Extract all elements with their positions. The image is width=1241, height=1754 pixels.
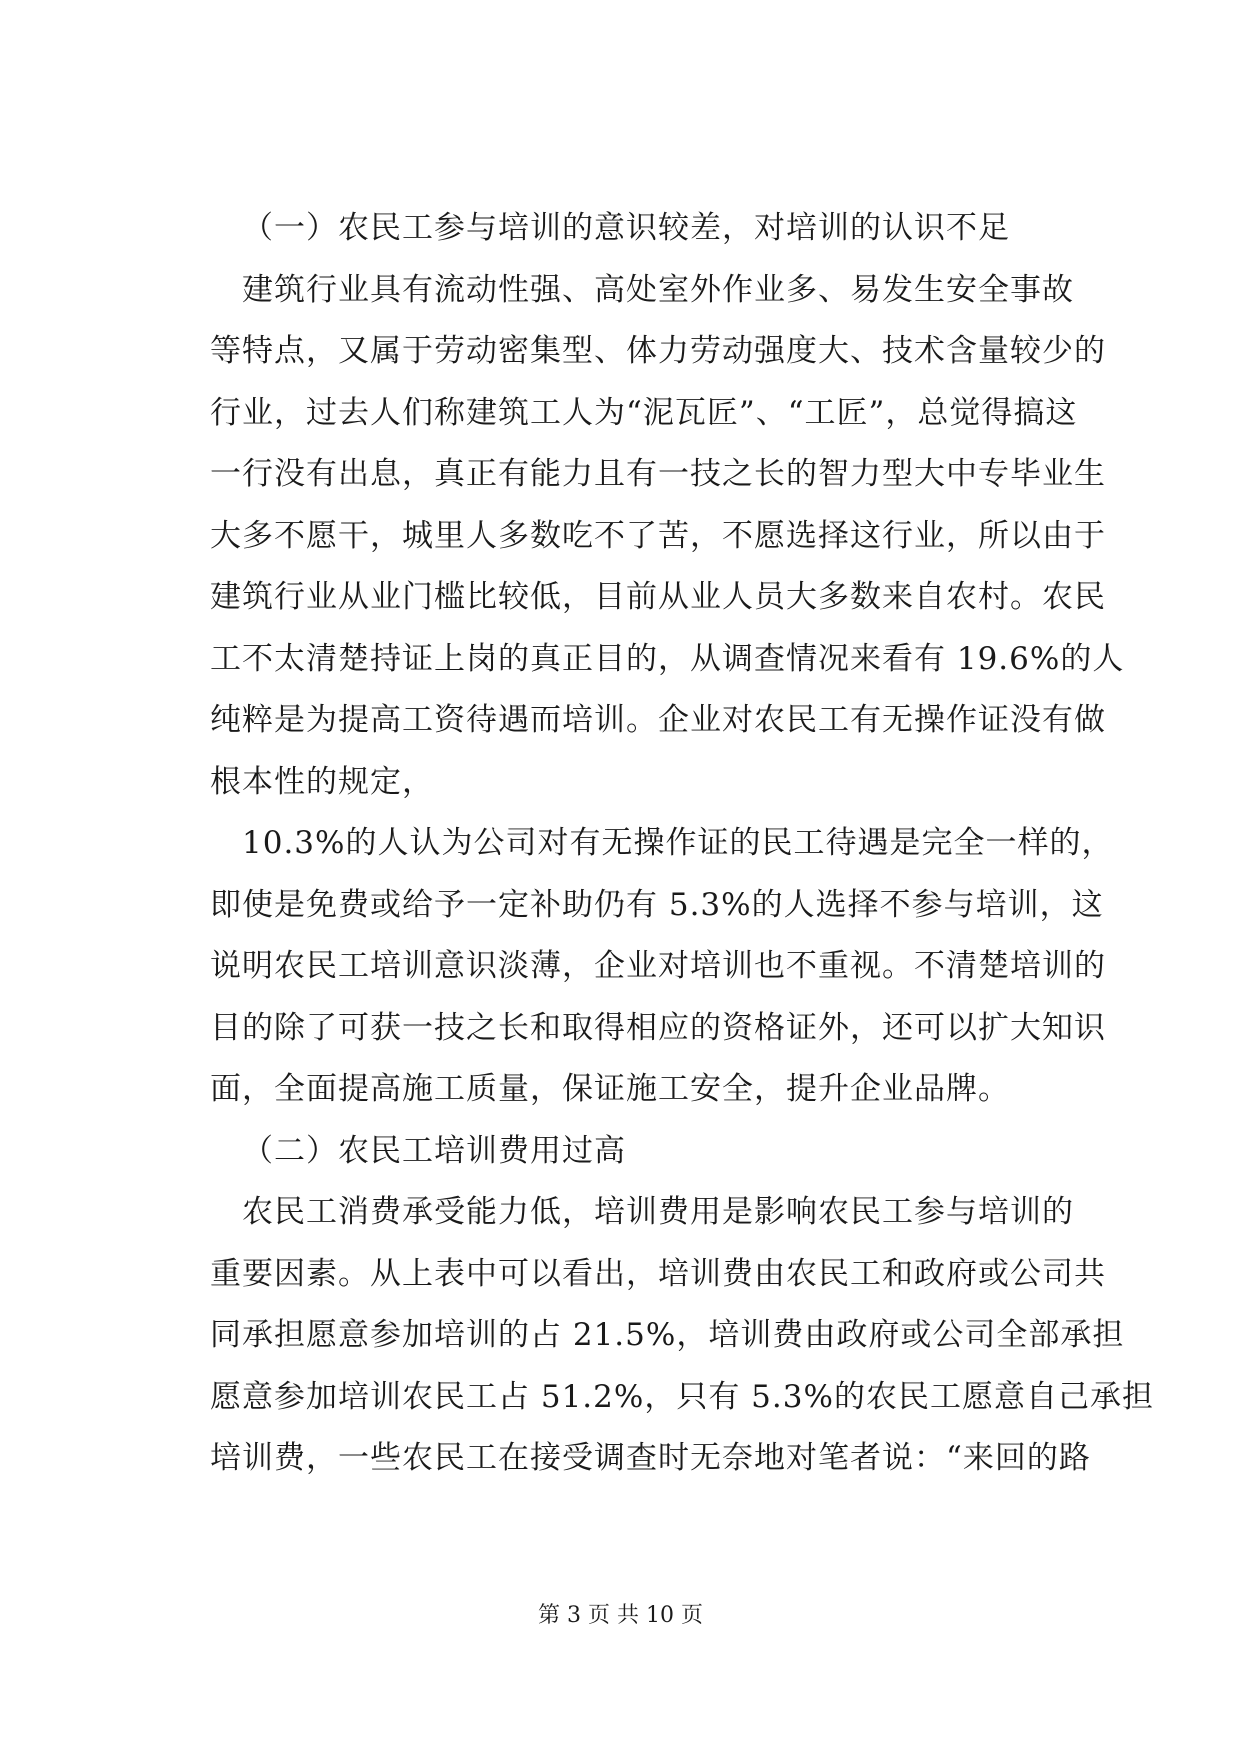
- paragraph-line: 根本性的规定，: [210, 763, 434, 800]
- paragraph-line: 等特点，又属于劳动密集型、体力劳动强度大、技术含量较少的: [210, 333, 1106, 369]
- paragraph-line: 即使是免费或给予一定补助仍有 5.3%的人选择不参与培训，这: [210, 886, 1104, 923]
- paragraph-line: 工不太清楚持证上岗的真正目的，从调查情况来看有 19.6%的人: [210, 640, 1125, 677]
- paragraph-line: 行业，过去人们称建筑工人为“泥瓦匠”、“工匠”，总觉得搞这: [210, 394, 1078, 431]
- paragraph-line: 培训费，一些农民工在接受调查时无奈地对笔者说：“来回的路: [210, 1440, 1091, 1476]
- paragraph-line: 纯粹是为提高工资待遇而培训。企业对农民工有无操作证没有做: [210, 702, 1106, 738]
- paragraph-line: 同承担愿意参加培训的占 21.5%，培训费由政府或公司全部承担: [210, 1317, 1125, 1353]
- paragraph-1: [210, 260, 1125, 814]
- page-number-footer: 第 3 页 共 10 页: [538, 1603, 703, 1628]
- paragraph-line: 大多不愿干，城里人多数吃不了苦，不愿选择这行业，所以由于: [210, 517, 1106, 554]
- paragraph-3: [210, 1182, 1154, 1490]
- paragraph-line: 农民工消费承受能力低，培训费用是影响农民工参与培训的: [242, 1194, 1074, 1230]
- paragraph-line: 一行没有出息，真正有能力且有一技之长的智力型大中专毕业生: [210, 456, 1106, 492]
- section-heading-2: （二）农民工培训费用过高: [242, 1132, 626, 1169]
- paragraph-line: 目的除了可获一技之长和取得相应的资格证外，还可以扩大知识: [210, 1009, 1106, 1046]
- document-body: [210, 198, 1154, 1490]
- section-heading-1: （一）农民工参与培训的意识较差，对培训的认识不足: [242, 210, 1010, 246]
- paragraph-line: 重要因素。从上表中可以看出，培训费由农民工和政府或公司共: [210, 1255, 1106, 1292]
- paragraph-line: 建筑行业具有流动性强、高处室外作业多、易发生安全事故: [242, 271, 1074, 308]
- paragraph-line: 愿意参加培训农民工占 51.2%，只有 5.3%的农民工愿意自己承担: [210, 1378, 1154, 1415]
- paragraph-line: 10.3%的人认为公司对有无操作证的民工待遇是完全一样的，: [242, 825, 1114, 861]
- paragraph-2: [210, 813, 1114, 1121]
- paragraph-line: 建筑行业从业门槛比较低，目前从业人员大多数来自农村。农民: [210, 579, 1106, 615]
- paragraph-line: 面，全面提高施工质量，保证施工安全，提升企业品牌。: [210, 1071, 1010, 1107]
- paragraph-line: 说明农民工培训意识淡薄，企业对培训也不重视。不清楚培训的: [210, 948, 1106, 984]
